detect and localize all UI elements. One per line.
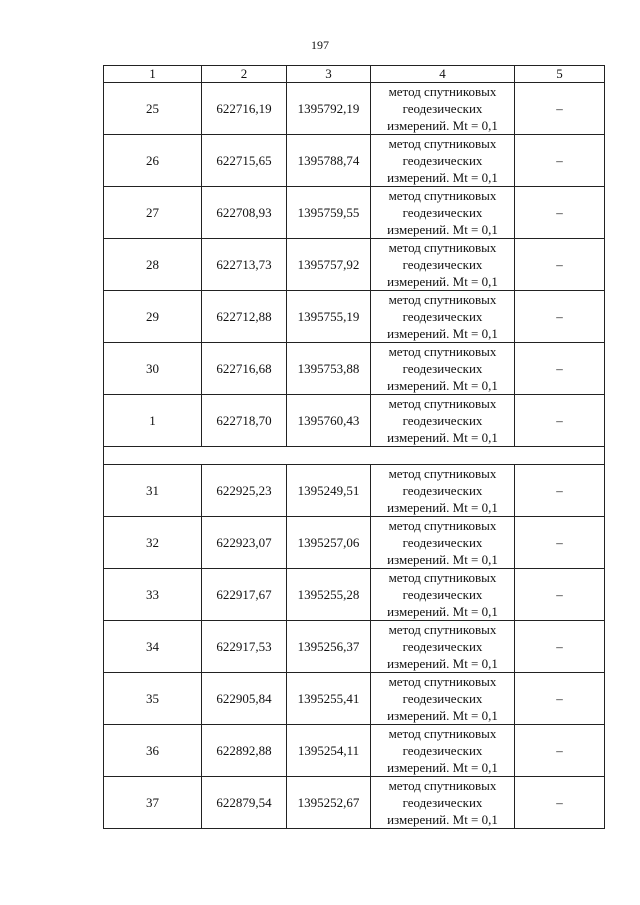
method-description [371, 725, 515, 777]
coordinate-y: 1395760,43 [287, 395, 371, 447]
coordinate-y: 1395257,06 [287, 517, 371, 569]
point-number: 32 [104, 517, 202, 569]
coordinate-y: 1395792,19 [287, 83, 371, 135]
method-description [371, 621, 515, 673]
point-number: 33 [104, 569, 202, 621]
method-line: геодезических [402, 795, 483, 810]
method-line: измерений. Mt = 0,1 [387, 378, 498, 393]
point-number: 35 [104, 673, 202, 725]
method-line: метод спутниковых [388, 726, 497, 741]
column-5-value: – [515, 343, 605, 395]
method-line: геодезических [402, 535, 483, 550]
coordinate-x: 622923,07 [202, 517, 287, 569]
method-line: метод спутниковых [388, 292, 497, 307]
column-5-value: – [515, 673, 605, 725]
coordinate-y: 1395255,41 [287, 673, 371, 725]
method-line: метод спутниковых [388, 344, 497, 359]
method-line: измерений. Mt = 0,1 [387, 708, 498, 723]
method-description [371, 187, 515, 239]
method-line: метод спутниковых [388, 240, 497, 255]
column-header-4: 4 [371, 66, 515, 83]
method-line: метод спутниковых [388, 136, 497, 151]
table-row [104, 343, 605, 395]
method-line: метод спутниковых [388, 778, 497, 793]
point-number: 28 [104, 239, 202, 291]
method-description [371, 83, 515, 135]
method-line: измерений. Mt = 0,1 [387, 274, 498, 289]
table-row [104, 239, 605, 291]
separator-row [104, 447, 605, 465]
column-5-value: – [515, 465, 605, 517]
method-description [371, 395, 515, 447]
method-line: измерений. Mt = 0,1 [387, 552, 498, 567]
table-row [104, 465, 605, 517]
column-5-value: – [515, 621, 605, 673]
table-row [104, 291, 605, 343]
method-description [371, 343, 515, 395]
coordinate-x: 622716,19 [202, 83, 287, 135]
method-line: геодезических [402, 361, 483, 376]
coordinate-x: 622718,70 [202, 395, 287, 447]
coordinate-x: 622715,65 [202, 135, 287, 187]
method-description [371, 569, 515, 621]
column-header-3: 3 [287, 66, 371, 83]
column-5-value: – [515, 239, 605, 291]
method-line: измерений. Mt = 0,1 [387, 118, 498, 133]
method-line: метод спутниковых [388, 466, 497, 481]
column-5-value: – [515, 135, 605, 187]
method-line: метод спутниковых [388, 188, 497, 203]
method-line: метод спутниковых [388, 570, 497, 585]
table-row [104, 135, 605, 187]
column-5-value: – [515, 291, 605, 343]
method-line: метод спутниковых [388, 396, 497, 411]
column-5-value: – [515, 83, 605, 135]
coordinates-table [103, 65, 605, 829]
table-row [104, 673, 605, 725]
method-line: метод спутниковых [388, 84, 497, 99]
method-line: измерений. Mt = 0,1 [387, 812, 498, 827]
method-line: измерений. Mt = 0,1 [387, 656, 498, 671]
point-number: 25 [104, 83, 202, 135]
coordinate-y: 1395254,11 [287, 725, 371, 777]
table-row [104, 569, 605, 621]
method-line: метод спутниковых [388, 674, 497, 689]
coordinate-y: 1395252,67 [287, 777, 371, 829]
point-number: 36 [104, 725, 202, 777]
method-line: измерений. Mt = 0,1 [387, 500, 498, 515]
table-body [104, 66, 605, 829]
coordinate-x: 622905,84 [202, 673, 287, 725]
method-line: метод спутниковых [388, 518, 497, 533]
method-description [371, 777, 515, 829]
column-5-value: – [515, 517, 605, 569]
coordinate-y: 1395755,19 [287, 291, 371, 343]
point-number: 29 [104, 291, 202, 343]
coordinate-x: 622925,23 [202, 465, 287, 517]
column-5-value: – [515, 395, 605, 447]
table-row [104, 517, 605, 569]
method-line: измерений. Mt = 0,1 [387, 604, 498, 619]
method-line: геодезических [402, 257, 483, 272]
method-line: геодезических [402, 743, 483, 758]
table-row [104, 725, 605, 777]
method-line: метод спутниковых [388, 622, 497, 637]
coordinate-x: 622917,53 [202, 621, 287, 673]
method-description [371, 291, 515, 343]
column-header-1: 1 [104, 66, 202, 83]
coordinate-x: 622716,68 [202, 343, 287, 395]
column-5-value: – [515, 725, 605, 777]
method-line: геодезических [402, 483, 483, 498]
method-line: измерений. Mt = 0,1 [387, 170, 498, 185]
method-description [371, 517, 515, 569]
method-line: измерений. Mt = 0,1 [387, 326, 498, 341]
method-line: измерений. Mt = 0,1 [387, 430, 498, 445]
table-row [104, 187, 605, 239]
method-line: геодезических [402, 101, 483, 116]
method-line: геодезических [402, 413, 483, 428]
method-line: геодезических [402, 153, 483, 168]
method-line: измерений. Mt = 0,1 [387, 760, 498, 775]
coordinate-x: 622892,88 [202, 725, 287, 777]
column-header-2: 2 [202, 66, 287, 83]
point-number: 31 [104, 465, 202, 517]
coordinate-y: 1395757,92 [287, 239, 371, 291]
coordinate-y: 1395256,37 [287, 621, 371, 673]
table-row [104, 621, 605, 673]
method-description [371, 239, 515, 291]
method-description [371, 135, 515, 187]
coordinate-x: 622917,67 [202, 569, 287, 621]
point-number: 34 [104, 621, 202, 673]
separator-cell [104, 447, 605, 465]
coordinate-x: 622708,93 [202, 187, 287, 239]
table-row [104, 395, 605, 447]
table-row [104, 83, 605, 135]
point-number: 27 [104, 187, 202, 239]
point-number: 37 [104, 777, 202, 829]
method-line: геодезических [402, 691, 483, 706]
coordinate-y: 1395753,88 [287, 343, 371, 395]
coordinate-y: 1395788,74 [287, 135, 371, 187]
column-5-value: – [515, 187, 605, 239]
method-line: геодезических [402, 639, 483, 654]
method-description [371, 673, 515, 725]
coordinate-x: 622879,54 [202, 777, 287, 829]
point-number: 26 [104, 135, 202, 187]
coordinate-y: 1395759,55 [287, 187, 371, 239]
page-number: 197 [311, 38, 329, 52]
column-header-5: 5 [515, 66, 605, 83]
coordinate-y: 1395249,51 [287, 465, 371, 517]
coordinate-x: 622712,88 [202, 291, 287, 343]
coordinate-y: 1395255,28 [287, 569, 371, 621]
column-5-value: – [515, 777, 605, 829]
method-line: геодезических [402, 587, 483, 602]
method-description [371, 465, 515, 517]
method-line: геодезических [402, 205, 483, 220]
table-row [104, 777, 605, 829]
method-line: геодезических [402, 309, 483, 324]
method-line: измерений. Mt = 0,1 [387, 222, 498, 237]
column-5-value: – [515, 569, 605, 621]
point-number: 30 [104, 343, 202, 395]
point-number: 1 [104, 395, 202, 447]
coordinate-x: 622713,73 [202, 239, 287, 291]
header-row [104, 66, 605, 83]
